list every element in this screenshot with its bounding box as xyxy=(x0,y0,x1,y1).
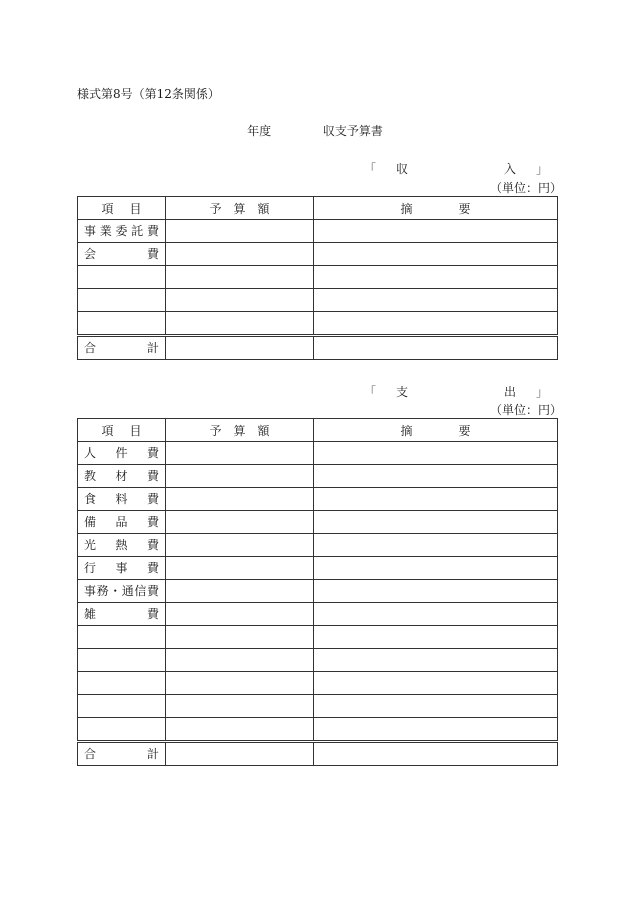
column-header-budget: 予 算 額 xyxy=(166,197,314,220)
total-remarks-cell[interactable] xyxy=(314,336,558,360)
budget-amount-cell[interactable] xyxy=(166,266,314,289)
expense-heading-char-2: 出 xyxy=(503,385,516,399)
expense-item-row xyxy=(78,557,558,580)
item-cell xyxy=(78,465,166,488)
remarks-cell[interactable] xyxy=(314,603,558,626)
column-header-remarks: 摘 要 xyxy=(314,197,558,220)
item-label: 事 業 委 託 費 xyxy=(84,224,159,238)
remarks-cell[interactable] xyxy=(314,511,558,534)
expense-item-row xyxy=(78,718,558,742)
item-cell xyxy=(78,649,166,672)
remarks-cell[interactable] xyxy=(314,534,558,557)
remarks-cell[interactable] xyxy=(314,626,558,649)
expense-item-row xyxy=(78,649,558,672)
income-item-row xyxy=(78,312,558,336)
item-label: 食 料 費 xyxy=(84,492,159,506)
expense-table xyxy=(77,418,558,766)
income-heading-text xyxy=(396,160,516,177)
income-item-row xyxy=(78,266,558,289)
budget-amount-cell[interactable] xyxy=(166,580,314,603)
budget-amount-cell[interactable] xyxy=(166,626,314,649)
remarks-cell[interactable] xyxy=(314,557,558,580)
remarks-cell[interactable] xyxy=(314,243,558,266)
column-header-item: 項 目 xyxy=(78,197,166,220)
remarks-cell[interactable] xyxy=(314,312,558,336)
total-label-cell xyxy=(78,336,166,360)
item-label: 合 計 xyxy=(84,341,159,355)
expense-item-row xyxy=(78,534,558,557)
remarks-cell[interactable] xyxy=(314,289,558,312)
item-cell xyxy=(78,220,166,243)
expense-total-row xyxy=(78,742,558,766)
item-label: 行 事 費 xyxy=(84,561,159,575)
expense-header-row xyxy=(78,419,558,442)
item-cell xyxy=(78,511,166,534)
budget-amount-cell[interactable] xyxy=(166,442,314,465)
budget-amount-cell[interactable] xyxy=(166,695,314,718)
item-cell xyxy=(78,580,166,603)
expense-item-row xyxy=(78,695,558,718)
item-label: 合 計 xyxy=(84,747,159,761)
income-heading-char-2: 入 xyxy=(503,162,516,176)
income-item-row xyxy=(78,289,558,312)
income-item-row xyxy=(78,220,558,243)
item-cell xyxy=(78,695,166,718)
remarks-cell[interactable] xyxy=(314,488,558,511)
item-cell xyxy=(78,289,166,312)
total-label-cell xyxy=(78,742,166,766)
income-unit-label: （単位：円） xyxy=(490,181,563,195)
expense-item-row xyxy=(78,465,558,488)
income-item-row xyxy=(78,243,558,266)
item-cell xyxy=(78,312,166,336)
budget-amount-cell[interactable] xyxy=(166,289,314,312)
expense-heading-text xyxy=(396,383,516,400)
remarks-cell[interactable] xyxy=(314,580,558,603)
expense-heading-char-1: 支 xyxy=(396,385,409,399)
budget-amount-cell[interactable] xyxy=(166,243,314,266)
expense-item-row xyxy=(78,580,558,603)
item-cell xyxy=(78,266,166,289)
item-label: 人 件 費 xyxy=(84,446,159,460)
income-total-row xyxy=(78,336,558,360)
budget-amount-cell[interactable] xyxy=(166,488,314,511)
remarks-cell[interactable] xyxy=(314,718,558,742)
item-cell xyxy=(78,557,166,580)
column-header-remarks: 摘 要 xyxy=(314,419,558,442)
remarks-cell[interactable] xyxy=(314,266,558,289)
expense-item-row xyxy=(78,626,558,649)
heading-bracket-open: 「 xyxy=(364,162,377,176)
expense-item-row xyxy=(78,672,558,695)
item-cell xyxy=(78,626,166,649)
heading-bracket-open: 「 xyxy=(364,385,377,399)
item-cell xyxy=(78,603,166,626)
budget-amount-cell[interactable] xyxy=(166,603,314,626)
budget-amount-cell[interactable] xyxy=(166,672,314,695)
remarks-cell[interactable] xyxy=(314,672,558,695)
item-label: 事 務 ・ 通 信 費 xyxy=(84,584,159,598)
item-cell xyxy=(78,718,166,742)
item-label: 会 費 xyxy=(84,247,159,261)
expense-item-row xyxy=(78,603,558,626)
item-cell xyxy=(78,243,166,266)
budget-amount-cell[interactable] xyxy=(166,718,314,742)
heading-bracket-close: 」 xyxy=(535,385,548,399)
budget-amount-cell[interactable] xyxy=(166,649,314,672)
column-header-item: 項 目 xyxy=(78,419,166,442)
item-cell xyxy=(78,672,166,695)
item-label: 雑 費 xyxy=(84,607,159,621)
budget-amount-cell[interactable] xyxy=(166,312,314,336)
column-header-budget: 予 算 額 xyxy=(166,419,314,442)
budget-amount-cell[interactable] xyxy=(166,534,314,557)
remarks-cell[interactable] xyxy=(314,442,558,465)
budget-amount-cell[interactable] xyxy=(166,220,314,243)
income-table xyxy=(77,196,558,360)
remarks-cell[interactable] xyxy=(314,649,558,672)
item-label: 教 材 費 xyxy=(84,469,159,483)
item-label: 光 熱 費 xyxy=(84,538,159,552)
remarks-cell[interactable] xyxy=(314,220,558,243)
remarks-cell[interactable] xyxy=(314,465,558,488)
income-heading-char-1: 収 xyxy=(396,162,409,176)
expense-item-row xyxy=(78,511,558,534)
income-heading xyxy=(364,160,548,177)
budget-amount-cell[interactable] xyxy=(166,557,314,580)
total-amount-cell[interactable] xyxy=(166,336,314,360)
budget-amount-cell[interactable] xyxy=(166,465,314,488)
item-cell xyxy=(78,534,166,557)
total-remarks-cell[interactable] xyxy=(314,742,558,766)
expense-item-row xyxy=(78,442,558,465)
expense-item-row xyxy=(78,488,558,511)
expense-unit-label: （単位：円） xyxy=(490,403,563,417)
budget-amount-cell[interactable] xyxy=(166,511,314,534)
budget-document-label: 収支予算書 xyxy=(322,124,383,138)
fiscal-year-label: 年度 xyxy=(247,124,272,138)
item-cell xyxy=(78,488,166,511)
expense-heading xyxy=(364,383,548,400)
form-number: 様式第8号（第12条関係） xyxy=(77,87,220,101)
remarks-cell[interactable] xyxy=(314,695,558,718)
income-header-row xyxy=(78,197,558,220)
item-cell xyxy=(78,442,166,465)
item-label: 備 品 費 xyxy=(84,515,159,529)
heading-bracket-close: 」 xyxy=(535,162,548,176)
document-title xyxy=(0,122,630,139)
total-amount-cell[interactable] xyxy=(166,742,314,766)
